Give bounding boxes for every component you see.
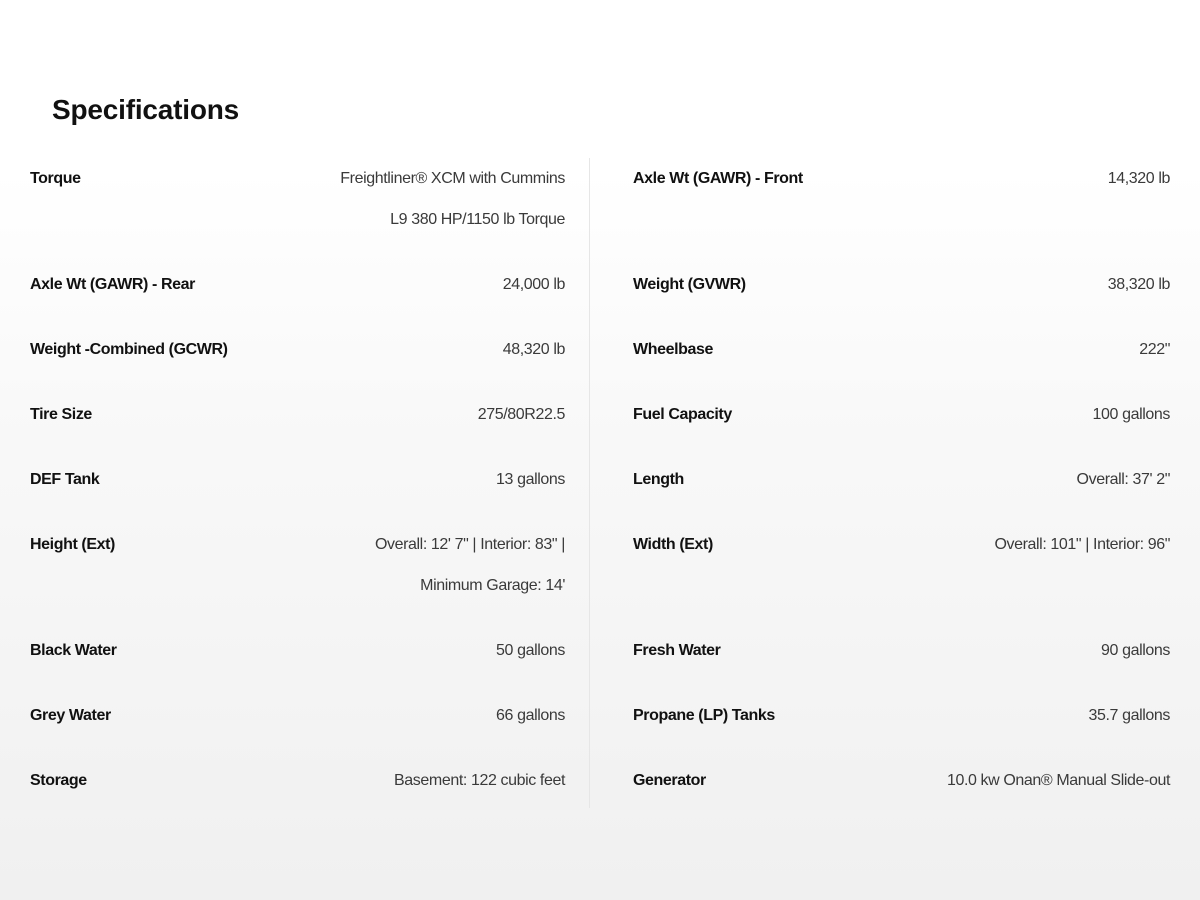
spec-row-storage [30, 760, 565, 801]
spec-label: Grey Water [30, 707, 111, 724]
spec-label: Generator [633, 772, 706, 789]
spec-row-torque [30, 158, 565, 240]
spec-value: 66 gallons [496, 707, 565, 724]
spec-row-def-tank [30, 459, 565, 500]
spec-row-fuel-capacity [633, 394, 1170, 435]
spec-label: Wheelbase [633, 341, 713, 358]
spec-value: 14,320 lb [1107, 170, 1170, 187]
spec-label: Weight (GVWR) [633, 276, 746, 293]
spec-value: 90 gallons [1101, 642, 1170, 659]
spec-value: 10.0 kw Onan® Manual Slide-out [946, 772, 1170, 789]
spec-row-weight-gvwr [633, 264, 1170, 305]
spec-label: Fresh Water [633, 642, 721, 659]
spec-row-axle-wt-rear [30, 264, 565, 305]
spec-label: Fuel Capacity [633, 406, 732, 423]
spec-value: 38,320 lb [1107, 276, 1170, 293]
spec-row-axle-wt-front [633, 158, 1170, 199]
spec-label: Propane (LP) Tanks [633, 707, 775, 724]
spec-label: Axle Wt (GAWR) - Front [633, 170, 803, 187]
spec-row-height-ext [30, 524, 565, 606]
spec-label: Axle Wt (GAWR) - Rear [30, 276, 195, 293]
spec-row-propane-tanks [633, 695, 1170, 736]
spec-value: 13 gallons [496, 471, 565, 488]
spec-value: 100 gallons [1092, 406, 1170, 423]
spec-label: Torque [30, 170, 81, 187]
specifications-table [30, 158, 1170, 808]
page-title: Specifications [52, 94, 240, 125]
spec-value: 35.7 gallons [1088, 707, 1170, 724]
spec-value-line: Minimum Garage: 14' [420, 577, 565, 594]
spec-row-grey-water [30, 695, 565, 736]
spec-row-generator [633, 760, 1170, 801]
spec-value: 50 gallons [496, 642, 565, 659]
spec-label: Tire Size [30, 406, 92, 423]
spec-value: Overall: 101" | Interior: 96" [994, 536, 1170, 553]
spec-value: 275/80R22.5 [477, 406, 565, 423]
spec-row-black-water [30, 630, 565, 671]
spec-row-fresh-water [633, 630, 1170, 671]
spec-value [375, 524, 565, 606]
spec-label: DEF Tank [30, 471, 100, 488]
spec-value: 222" [1139, 341, 1170, 358]
spec-row-wheelbase [633, 329, 1170, 370]
spec-label: Height (Ext) [30, 536, 115, 553]
spec-value-line: L9 380 HP/1150 lb Torque [390, 211, 565, 228]
spec-value [340, 158, 565, 240]
spec-row-weight-combined [30, 329, 565, 370]
spec-label: Black Water [30, 642, 117, 659]
spec-label: Weight -Combined (GCWR) [30, 341, 228, 358]
spec-value: Overall: 37' 2" [1076, 471, 1170, 488]
spec-row-width-ext [633, 524, 1170, 565]
spec-value: 48,320 lb [502, 341, 565, 358]
spec-value-line: Freightliner® XCM with Cummins [340, 170, 565, 187]
spec-value: Basement: 122 cubic feet [394, 772, 565, 789]
spec-row-length [633, 459, 1170, 500]
spec-label: Width (Ext) [633, 536, 713, 553]
spec-row-tire-size [30, 394, 565, 435]
spec-label: Length [633, 471, 684, 488]
spec-value: 24,000 lb [502, 276, 565, 293]
spec-value-line: Overall: 12' 7" | Interior: 83" | [374, 536, 565, 553]
column-divider [589, 158, 590, 808]
spec-label: Storage [30, 772, 87, 789]
